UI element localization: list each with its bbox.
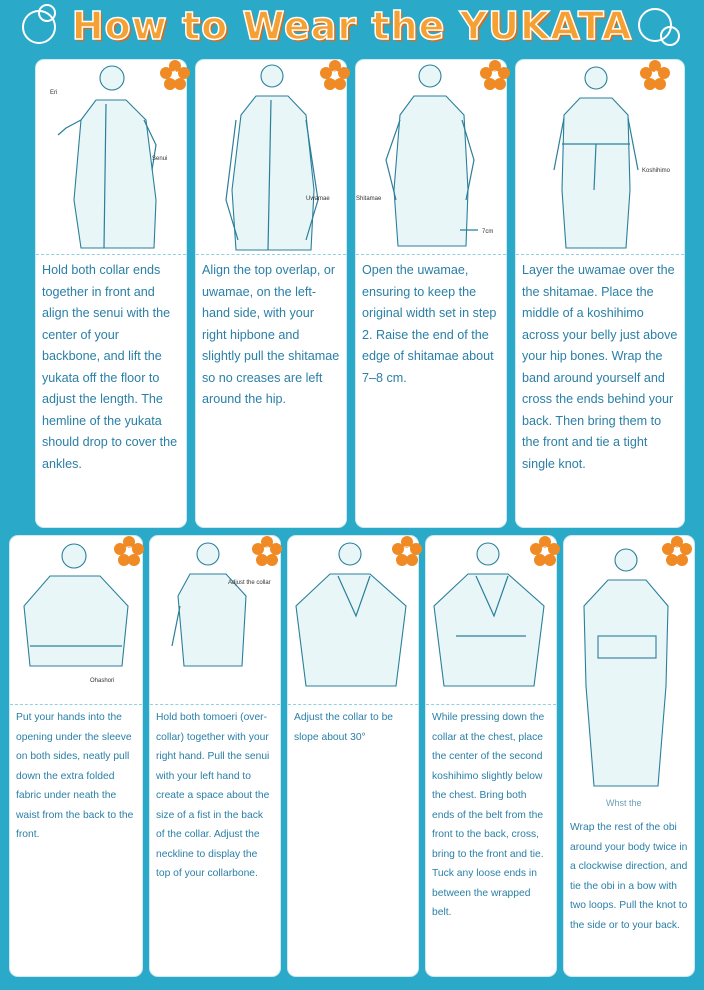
step-number: 5	[125, 544, 133, 558]
step-number: 2	[331, 68, 339, 82]
step-8-text: While pressing down the collar at the chest, place the center of the second koshihimo slightly below the chest. Bring both ends of the belt from the front to the back, cross, bring to the front and tie. Tuck any loose ends in between the wrapped belt.	[432, 712, 545, 918]
step-panel-8	[426, 536, 556, 976]
step-number-badge-icon	[480, 60, 510, 90]
step-2-text: Align the top overlap, or uwamae, on the left-hand side, with your right hipbone and slightly pull the shitamae so no creases are left around the hip.	[202, 263, 340, 406]
step-number-badge-icon	[640, 60, 670, 90]
step-9-illustration	[564, 536, 694, 808]
step-panel-6	[150, 536, 280, 976]
step-5-text: Put your hands into the opening under the sleeve on both sides, neatly pull down the extra folded fabric under neath the waist from the back to the front.	[16, 712, 134, 840]
step-7-text: Adjust the collar to be slope about 30°	[294, 712, 394, 743]
step-number-badge-icon	[160, 60, 190, 90]
label-ohashori: Ohashori	[90, 678, 115, 684]
step-number: 3	[491, 68, 499, 82]
step-number: 1	[171, 68, 179, 82]
step-panel-3	[356, 60, 506, 527]
label-7cm: 7cm	[482, 229, 494, 235]
step-1-text: Hold both collar ends together in front and align the senui with the center of your backbone, and lift the yukata off the floor to adjust the length. The hemline of the yukata should drop to cover the ankles.	[42, 263, 178, 471]
bubble-decoration-icon	[660, 26, 680, 46]
step-panel-9	[564, 536, 694, 976]
step-panel-1	[36, 60, 186, 527]
step-number-badge-icon	[530, 536, 560, 566]
label-eri: Eri	[50, 90, 58, 96]
label-faint: Whst the	[606, 798, 642, 808]
step-panel-2	[196, 60, 346, 527]
step-number-badge-icon	[252, 536, 282, 566]
bubble-decoration-icon	[38, 4, 56, 22]
step-4-text: Layer the uwamae over the the shitamae. Place the middle of a koshihimo across your belly just above your hip bones. Wrap the band around yourself and cross the ends behind your back. Then bring them to the front and tie a tight single knot.	[522, 263, 678, 471]
label-adjust-collar: Adjust the collar	[228, 580, 271, 586]
label-senui: Senui	[152, 156, 168, 162]
step-panel-5	[10, 536, 142, 976]
page-title: How to Wear the YUKATA	[71, 4, 633, 48]
step-number-badge-icon	[114, 536, 144, 566]
step-number: 4	[651, 68, 659, 82]
step-9-text: Wrap the rest of the obi around your body twice in a clockwise direction, and tie the obi in a bow with two loops. Pull the knot to the side or to your back.	[570, 822, 688, 931]
step-panel-7	[288, 536, 418, 976]
step-number-badge-icon	[392, 536, 422, 566]
step-number: 8	[541, 544, 549, 558]
title-bar	[0, 0, 704, 56]
label-shitamae: Shitamae	[356, 196, 382, 202]
step-number: 9	[673, 544, 681, 558]
step-number: 7	[403, 544, 411, 558]
step-panel-4	[516, 60, 684, 527]
step-number-badge-icon	[662, 536, 692, 566]
step-number-badge-icon	[320, 60, 350, 90]
step-number: 6	[263, 544, 271, 558]
step-3-text: Open the uwamae, ensuring to keep the original width set in step 2. Raise the end of the edge of shitamae about 7–8 cm.	[362, 263, 497, 385]
step-6-text: Hold both tomoeri (over-collar) together with your right hand. Pull the senui with your left hand to create a space about the size of a fist in the back of the collar. Adjust the neckline to display the top of your collarbone.	[156, 712, 270, 879]
label-uwamae: Uwamae	[306, 196, 330, 202]
label-koshihimo: Koshihimo	[642, 168, 671, 174]
